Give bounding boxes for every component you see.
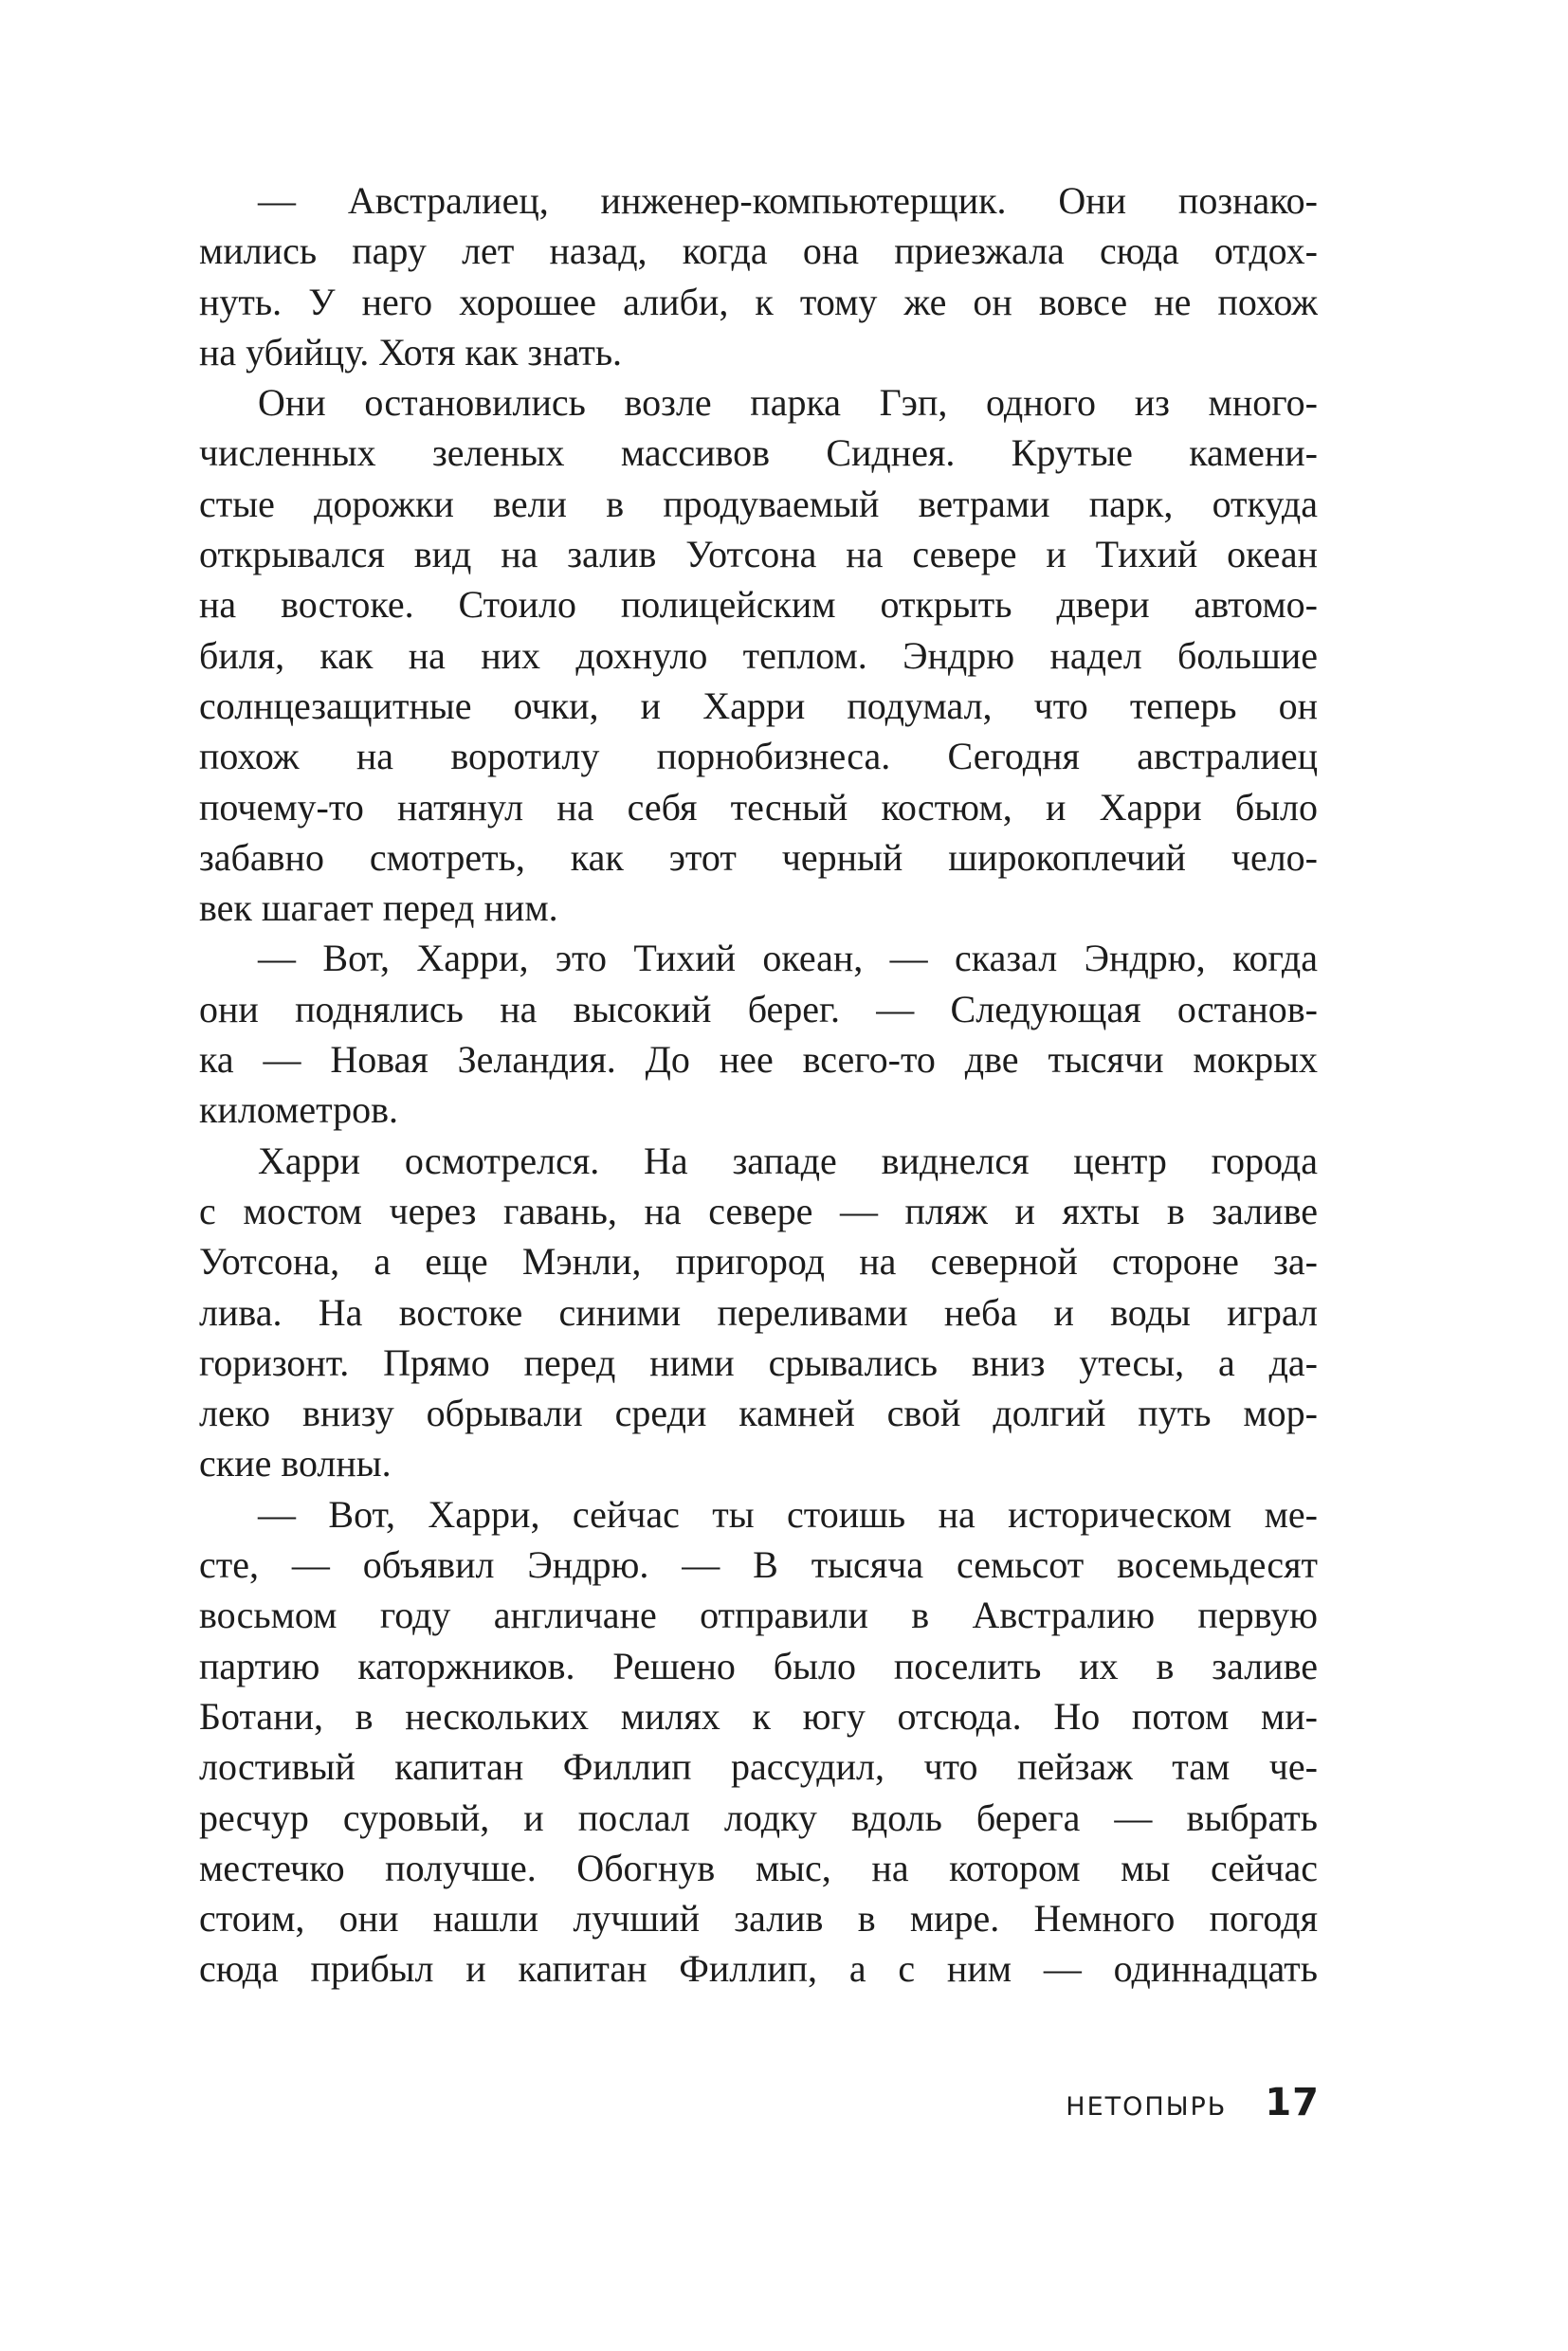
- text-line: партию каторжников. Решено было поселить их в заливе: [199, 1644, 1318, 1687]
- text-line: с мостом через гавань, на севере — пляж и яхты в заливе: [199, 1189, 1318, 1232]
- text-line: мились пару лет назад, когда она приезжала сюда отдох-: [199, 229, 1318, 273]
- text-line: на убийцу. Хотя как знать.: [199, 330, 623, 374]
- text-line: век шагает перед ним.: [199, 886, 558, 930]
- text-line: на востоке. Стоило полицейским открыть двери автомо-: [199, 583, 1318, 627]
- text-line: километров.: [199, 1088, 398, 1132]
- text-line: — Австралиец, инженер-компьютерщик. Они познако-: [258, 179, 1318, 222]
- body-text: [199, 175, 1318, 1995]
- text-line: ка — Новая Зеландия. До нее всего-то две тысячи мокрых: [199, 1038, 1318, 1082]
- text-line: сте, — объявил Эндрю. — В тысяча семьсот восемьдесят: [199, 1543, 1318, 1587]
- text-line: леко внизу обрывали среди камней свой долгий путь мор-: [199, 1392, 1318, 1435]
- text-line: — Вот, Харри, сейчас ты стоишь на историческом ме-: [258, 1492, 1318, 1536]
- text-line: местечко получше. Обогнув мыс, на котором мы сейчас: [199, 1846, 1318, 1889]
- text-line: Ботани, в нескольких милях к югу отсюда. Но потом ми-: [199, 1694, 1318, 1738]
- text-line: Они остановились возле парка Гэп, одного из много-: [258, 381, 1318, 425]
- page-number: 17: [1265, 2081, 1320, 2124]
- text-line: восьмом году англичане отправили в Австралию первую: [199, 1594, 1318, 1637]
- text-line: ресчур суровый, и послал лодку вдоль берега — выбрать: [199, 1795, 1318, 1839]
- text-line: биля, как на них дохнуло теплом. Эндрю надел большие: [199, 633, 1318, 677]
- text-line: численных зеленых массивов Сиднея. Крутые камени-: [199, 431, 1318, 475]
- text-line: забавно смотреть, как этот черный широкоплечий чело-: [199, 835, 1318, 879]
- text-line: стоим, они нашли лучший залив в мире. Немного погодя: [199, 1897, 1318, 1941]
- text-line: открывался вид на залив Уотсона на севере и Тихий океан: [199, 533, 1318, 576]
- text-line: сюда прибыл и капитан Филлип, а с ним — одиннадцать: [199, 1947, 1318, 1991]
- text-line: горизонт. Прямо перед ними срывались вниз утесы, а да-: [199, 1340, 1318, 1384]
- text-line: похож на воротилу порнобизнеса. Сегодня австралиец: [199, 735, 1318, 778]
- text-line: лива. На востоке синими переливами неба и воды играл: [199, 1290, 1318, 1334]
- text-line: Харри осмотрелся. На западе виднелся центр города: [258, 1139, 1318, 1182]
- running-title: НЕТОПЫРЬ: [1066, 2092, 1228, 2122]
- page-footer: [1066, 2081, 1320, 2124]
- text-line: они поднялись на высокий берег. — Следующая останов-: [199, 987, 1318, 1030]
- text-line: — Вот, Харри, это Тихий океан, — сказал Эндрю, когда: [258, 937, 1318, 980]
- text-line: почему-то натянул на себя тесный костюм, и Харри было: [199, 785, 1318, 829]
- text-line: стые дорожки вели в продуваемый ветрами парк, откуда: [199, 482, 1318, 525]
- text-line: лостивый капитан Филлип рассудил, что пейзаж там че-: [199, 1745, 1318, 1789]
- text-line: ские волны.: [199, 1442, 392, 1485]
- text-line: солнцезащитные очки, и Харри подумал, что теперь он: [199, 683, 1318, 727]
- text-line: нуть. У него хорошее алиби, к тому же он вовсе не похож: [199, 280, 1318, 323]
- text-line: Уотсона, а еще Мэнли, пригород на северной стороне за-: [199, 1240, 1318, 1284]
